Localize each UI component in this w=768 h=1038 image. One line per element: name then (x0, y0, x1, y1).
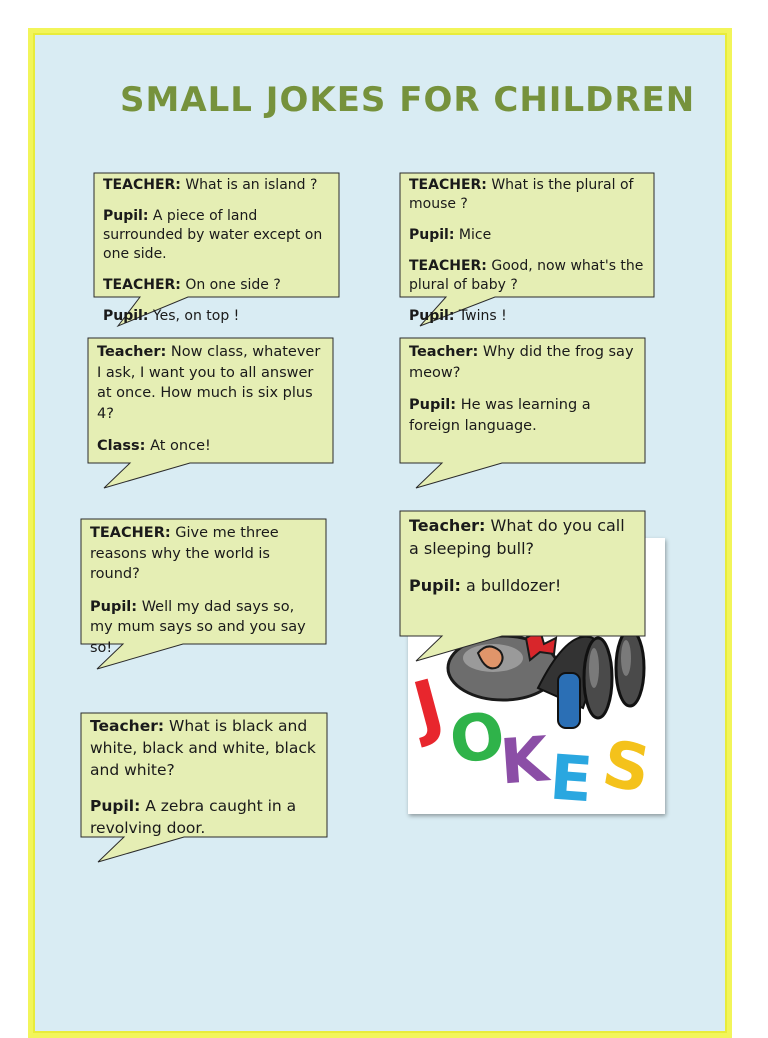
page-title: SMALL JOKES FOR CHILDREN (120, 80, 696, 120)
speaker-label: Pupil: (409, 308, 455, 324)
joke-line-text: Good, now what's the plural of baby ? (409, 258, 644, 293)
joke-line-text: A zebra caught in a revolving door. (90, 797, 297, 837)
joke-bubble-2 (409, 176, 647, 338)
joke-line-text: Give me three reasons why the world is round? (90, 525, 279, 582)
speaker-label: Pupil: (409, 576, 461, 595)
joke-line (409, 342, 637, 383)
joke-line (409, 307, 647, 326)
speaker-label: TEACHER: (103, 277, 181, 293)
speaker-label: Class: (97, 438, 146, 454)
speaker-label: Teacher: (409, 344, 479, 360)
clipart-letter-k: K (497, 722, 551, 799)
joke-bubble-6 (409, 514, 639, 611)
joke-line-text: What is the plural of mouse ? (409, 177, 634, 212)
joke-bubble-7 (90, 715, 320, 853)
joke-line-text: He was learning a foreign language. (409, 397, 591, 434)
joke-line-text: Well my dad says so, my mum says so and you say so! (90, 598, 306, 656)
joke-line-text: A piece of land surrounded by water except on one side. (103, 208, 323, 262)
joke-bubble-3 (97, 342, 329, 469)
joke-line-text: What is an island ? (185, 177, 318, 193)
joke-line (103, 307, 333, 326)
joke-line (90, 597, 318, 659)
joke-line (409, 176, 647, 214)
joke-line-text: Why did the frog say meow? (409, 344, 634, 381)
clipart-letter-j: J (408, 663, 452, 750)
joke-line-text: At once! (150, 438, 211, 454)
joke-line (97, 342, 329, 424)
clipart-letter-s: S (597, 727, 656, 808)
joke-line (103, 276, 333, 295)
joke-line-text: What is black and white, black and white, black and white? (90, 717, 316, 779)
speaker-label: Pupil: (90, 797, 141, 815)
speaker-label: Teacher: (90, 717, 165, 735)
clipart-letter-e: E (547, 740, 595, 814)
joke-bubble-5 (90, 523, 318, 670)
joke-line (409, 574, 639, 597)
joke-line-text: On one side ? (185, 277, 281, 293)
joke-line (97, 436, 329, 457)
joke-line-text: What do you call a sleeping bull? (409, 516, 625, 558)
joke-line (409, 514, 639, 560)
joke-line-text: Yes, on top ! (152, 308, 240, 324)
speaker-label: TEACHER: (409, 258, 487, 274)
joke-line (90, 523, 318, 585)
joke-line-text: a bulldozer! (466, 576, 562, 595)
joke-line (103, 176, 333, 195)
speaker-label: Pupil: (409, 397, 457, 413)
joke-bubble-1 (103, 176, 333, 338)
speaker-label: Teacher: (409, 516, 486, 535)
joke-line (90, 715, 320, 781)
joke-line (409, 257, 647, 295)
speaker-label: TEACHER: (409, 177, 487, 193)
speaker-label: Pupil: (103, 208, 149, 224)
speaker-label: TEACHER: (103, 177, 181, 193)
clipart-letter-o: O (445, 698, 510, 780)
joke-line-text: Twins ! (458, 308, 507, 324)
speaker-label: Pupil: (90, 598, 138, 615)
joke-line (90, 795, 320, 839)
joke-line (103, 207, 333, 264)
speaker-label: Pupil: (409, 227, 455, 243)
joke-line (409, 395, 637, 436)
speaker-label: TEACHER: (90, 525, 171, 541)
joke-line (409, 226, 647, 245)
speaker-label: Teacher: (97, 344, 167, 360)
joke-line-text: Mice (458, 227, 492, 243)
joke-bubble-4 (409, 342, 637, 448)
joke-line-text: Now class, whatever I ask, I want you to all answer at once. How much is six plus 4? (97, 344, 321, 422)
speaker-label: Pupil: (103, 308, 149, 324)
